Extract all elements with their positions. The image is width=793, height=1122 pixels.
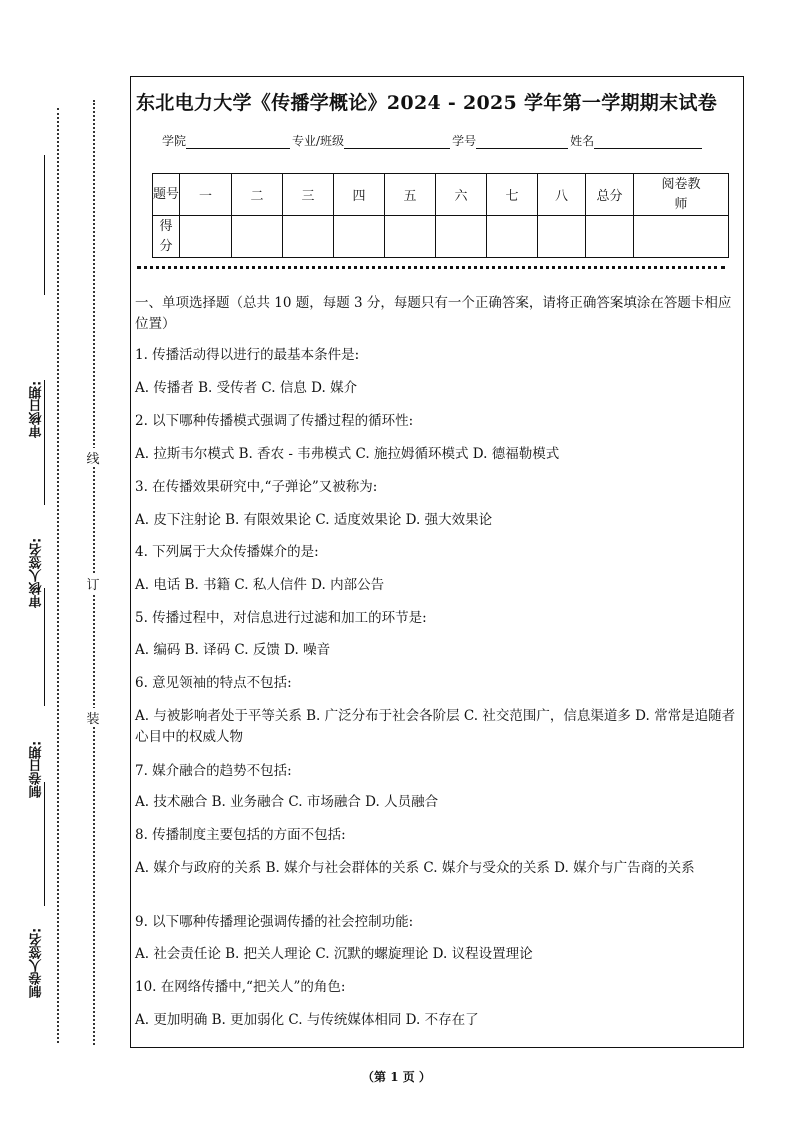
- answer-options-10: A. 更加明确 B. 更加弱化 C. 与传统媒体相同 D. 不存在了: [135, 1012, 479, 1028]
- binding-dotted-line-inner: [93, 100, 95, 1045]
- question-4: 4. 下列属于大众传播媒介的是:: [135, 544, 319, 560]
- score-cell-header: 三: [283, 174, 334, 216]
- college-label: 学院: [162, 134, 187, 148]
- question-1: 1. 传播活动得以进行的最基本条件是:: [135, 347, 360, 363]
- score-cell[interactable]: [487, 216, 538, 258]
- binding-dotted-line-outer: [57, 108, 59, 1043]
- question-9: 9. 以下哪种传播理论强调传播的社会控制功能:: [135, 914, 414, 930]
- student-id-label: 学号: [452, 134, 477, 148]
- binding-word-line: 线: [86, 448, 100, 467]
- reviewer-date-label: 审核日期:: [29, 380, 45, 438]
- answer-options-1: A. 传播者 B. 受传者 C. 信息 D. 媒介: [135, 380, 358, 396]
- question-8: 8. 传播制度主要包括的方面不包括:: [135, 827, 346, 843]
- score-cell[interactable]: [180, 216, 232, 258]
- name-label: 姓名: [570, 134, 595, 148]
- answer-options-3: A. 皮下注射论 B. 有限效果论 C. 适度效果论 D. 强大效果论: [135, 512, 493, 528]
- answer-options-8: A. 媒介与政府的关系 B. 媒介与社会群体的关系 C. 媒介与受众的关系 D. 媒介与广告商的关系: [135, 860, 695, 876]
- score-cell[interactable]: [586, 216, 634, 258]
- page-number: （第 1 页 ）: [362, 1070, 431, 1084]
- score-cell-header: 七: [487, 174, 538, 216]
- maker-date-line: [44, 588, 45, 706]
- question-5: 5. 传播过程中，对信息进行过滤和加工的环节是:: [135, 610, 427, 626]
- college-field[interactable]: [186, 136, 290, 149]
- exam-title: 东北电力大学《传播学概论》2024 - 2025 学年第一学期期末试卷: [136, 92, 717, 114]
- section-heading: 一、单项选择题（总共 10 题，每题 3 分，每题只有一个正确答案，请将正确答案填涂在答题卡相应位置）: [135, 295, 732, 332]
- question-10: 10. 在网络传播中,“把关人”的角色:: [135, 979, 346, 995]
- score-cell-header: 四: [334, 174, 385, 216]
- score-cell[interactable]: [232, 216, 283, 258]
- score-cell-header: 一: [180, 174, 232, 216]
- score-cell[interactable]: [436, 216, 487, 258]
- answer-options-2: A. 拉斯韦尔模式 B. 香农 - 韦弗模式 C. 施拉姆循环模式 D. 德福勒模式: [135, 446, 560, 462]
- section-separator: [137, 266, 725, 269]
- answer-options-9: A. 社会责任论 B. 把关人理论 C. 沉默的螺旋理论 D. 议程设置理论: [135, 946, 533, 962]
- question-2: 2. 以下哪种传播模式强调了传播过程的循环性:: [135, 413, 414, 429]
- score-table: [152, 173, 729, 258]
- score-cell[interactable]: [538, 216, 586, 258]
- score-cell-header: 五: [385, 174, 436, 216]
- score-cell-label: 题号: [153, 174, 180, 216]
- answer-options-7: A. 技术融合 B. 业务融合 C. 市场融合 D. 人员融合: [135, 794, 439, 810]
- question-3: 3. 在传播效果研究中,“子弹论”又被称为:: [135, 479, 378, 495]
- score-table-score-row: [153, 216, 729, 258]
- maker-signature-line: [44, 782, 45, 906]
- maker-signature-label: 制卷人签名:: [29, 927, 45, 998]
- binding-word-staple: 订: [86, 574, 100, 593]
- student-id-field[interactable]: [476, 136, 568, 149]
- score-cell-header: 六: [436, 174, 487, 216]
- major-class-label: 专业/班级: [292, 134, 345, 148]
- score-cell-header: 阅卷教师: [634, 174, 729, 216]
- major-class-field[interactable]: [344, 136, 450, 149]
- score-cell[interactable]: [634, 216, 729, 258]
- score-row-label: 得分: [153, 216, 180, 258]
- reviewer-signature-line: [44, 380, 45, 505]
- binding-word-bind: 装: [86, 708, 100, 727]
- student-info-row: [162, 132, 722, 149]
- score-cell-header: 二: [232, 174, 283, 216]
- score-cell[interactable]: [283, 216, 334, 258]
- score-cell[interactable]: [334, 216, 385, 258]
- name-field[interactable]: [594, 136, 702, 149]
- answer-options-4: A. 电话 B. 书籍 C. 私人信件 D. 内部公告: [135, 577, 385, 593]
- score-table-header-row: [153, 174, 729, 216]
- reviewer-signature-label: 审核人签名:: [29, 537, 45, 608]
- maker-date-label: 制卷日期:: [29, 740, 45, 798]
- question-7: 7. 媒介融合的趋势不包括:: [135, 763, 292, 779]
- score-cell-header: 八: [538, 174, 586, 216]
- score-cell-header: 总分: [586, 174, 634, 216]
- reviewer-date-line: [44, 155, 45, 295]
- answer-options-6: A. 与被影响者处于平等关系 B. 广泛分布于社会各阶层 C. 社交范围广，信息渠道多 D. 常常是追随者心目中的权威人物: [135, 708, 736, 745]
- score-cell[interactable]: [385, 216, 436, 258]
- answer-options-5: A. 编码 B. 译码 C. 反馈 D. 噪音: [135, 642, 331, 658]
- question-6: 6. 意见领袖的特点不包括:: [135, 675, 292, 691]
